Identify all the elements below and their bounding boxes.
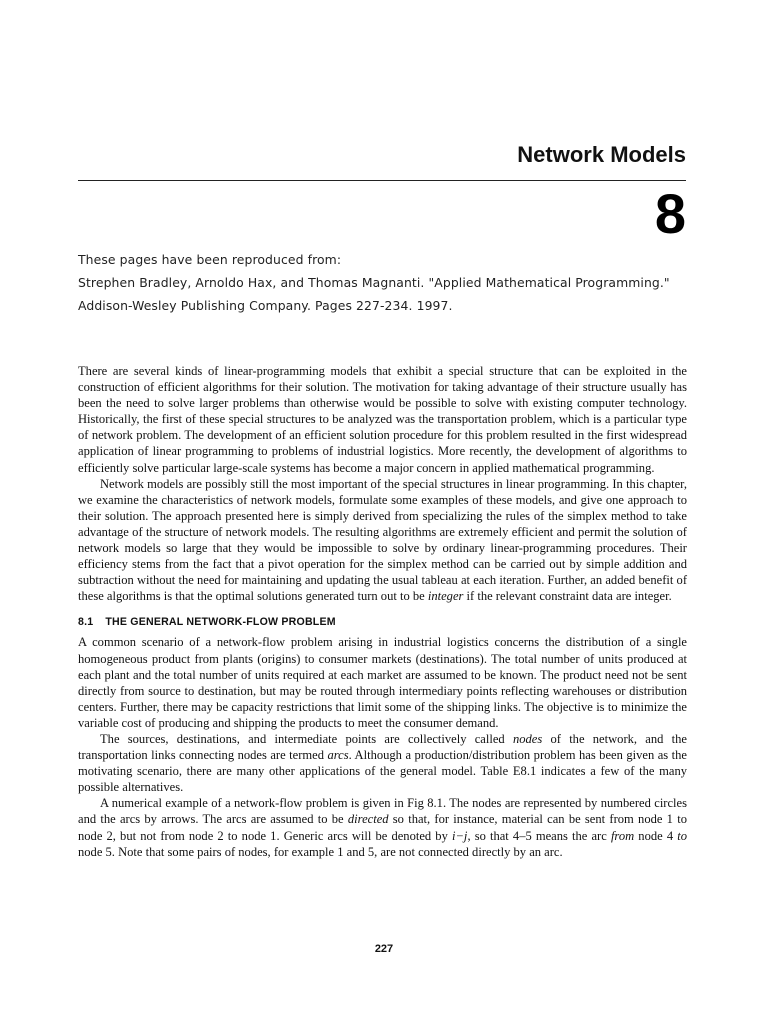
title-rule xyxy=(78,180,686,181)
intro-paragraph-2: Network models are possibly still the most important of the special structures in linear programming. In this chapter, we examine the characteristics of network models, formulate some examples of these models, and give one approach to their solution. The approach presented here is simply derived from specializing the rules of the simplex method to take advantage of the structure of network models. The resulting algorithms are extremely efficient and permit the solution of network models so large that they would be impossible to solve by ordinary linear-programming procedures. Their efficiency stems from the fact that a pivot operation for the simplex method can be carried out by simple addition and subtraction without the need for maintaining and updating the usual tableau at each iteration. Further, an added benefit of these algorithms is that the optimal solutions generated turn out to be integer if the relevant constraint data are integer. xyxy=(78,476,687,604)
intro-paragraph-1: There are several kinds of linear-programming models that exhibit a special structure that can be exploited in the construction of efficient algorithms for their solution. The motivation for taking advantage of their structure usually has been the need to solve larger problems than otherwise would be possible to solve with existing computer technology. Historically, the first of these special structures to be analyzed was the transportation problem, which is a particular type of network problem. The development of an efficient solution procedure for this problem resulted in the first widespread application of linear programming to problems of industrial logistics. More recently, the development of algorithms to efficiently solve particular large-scale systems has become a major concern in applied mathematical programming. xyxy=(78,364,687,475)
chapter-title: Network Models xyxy=(517,142,686,167)
section-paragraph-3: A numerical example of a network-flow problem is given in Fig 8.1. The nodes are represented by numbered circles and the arcs by arrows. The arcs are assumed to be directed so that, for instance, material can be sent from node 1 to node 2, but not from node 2 to node 1. Generic arcs will be denoted by i−j, so that 4–5 means the arc from node 4 to node 5. Note that some pairs of nodes, for example 1 and 5, are not connected directly by an arc. xyxy=(78,796,687,859)
body-text xyxy=(78,363,687,860)
section-number: 8.1 xyxy=(78,616,94,629)
chapter-number: 8 xyxy=(654,182,686,245)
source-note-line: Strephen Bradley, Arnoldo Hax, and Thomas Magnanti. "Applied Mathematical Programming." xyxy=(78,275,670,290)
section-paragraph-2: The sources, destinations, and intermediate points are collectively called nodes of the network, and the transportation links connecting nodes are termed arcs. Although a production/distribution problem has been given as the motivating scenario, there are many other applications of the general model. Table E8.1 indicates a few of the many possible alternatives. xyxy=(78,731,687,795)
source-note-line: These pages have been reproduced from: xyxy=(78,252,342,267)
section-title: THE GENERAL NETWORK-FLOW PROBLEM xyxy=(105,616,336,629)
source-note xyxy=(78,248,698,317)
source-note-line: Addison-Wesley Publishing Company. Pages 227-234. 1997. xyxy=(78,298,453,313)
section-paragraph-1: A common scenario of a network-flow problem arising in industrial logistics concerns the distribution of a single homogeneous product from plants (origins) to consumer markets (destinations). The total number of units produced at each plant and the total number of units required at each market are assumed to be known. The product need not be sent directly from source to destination, but may be routed through intermediary points reflecting warehouses or distribution centers. Further, there may be capacity restrictions that limit some of the shipping links. The objective is to minimize the variable cost of producing and shipping the products to meet the consumer demand. xyxy=(78,635,687,730)
page-number: 227 xyxy=(374,943,394,955)
section-heading xyxy=(78,614,687,630)
